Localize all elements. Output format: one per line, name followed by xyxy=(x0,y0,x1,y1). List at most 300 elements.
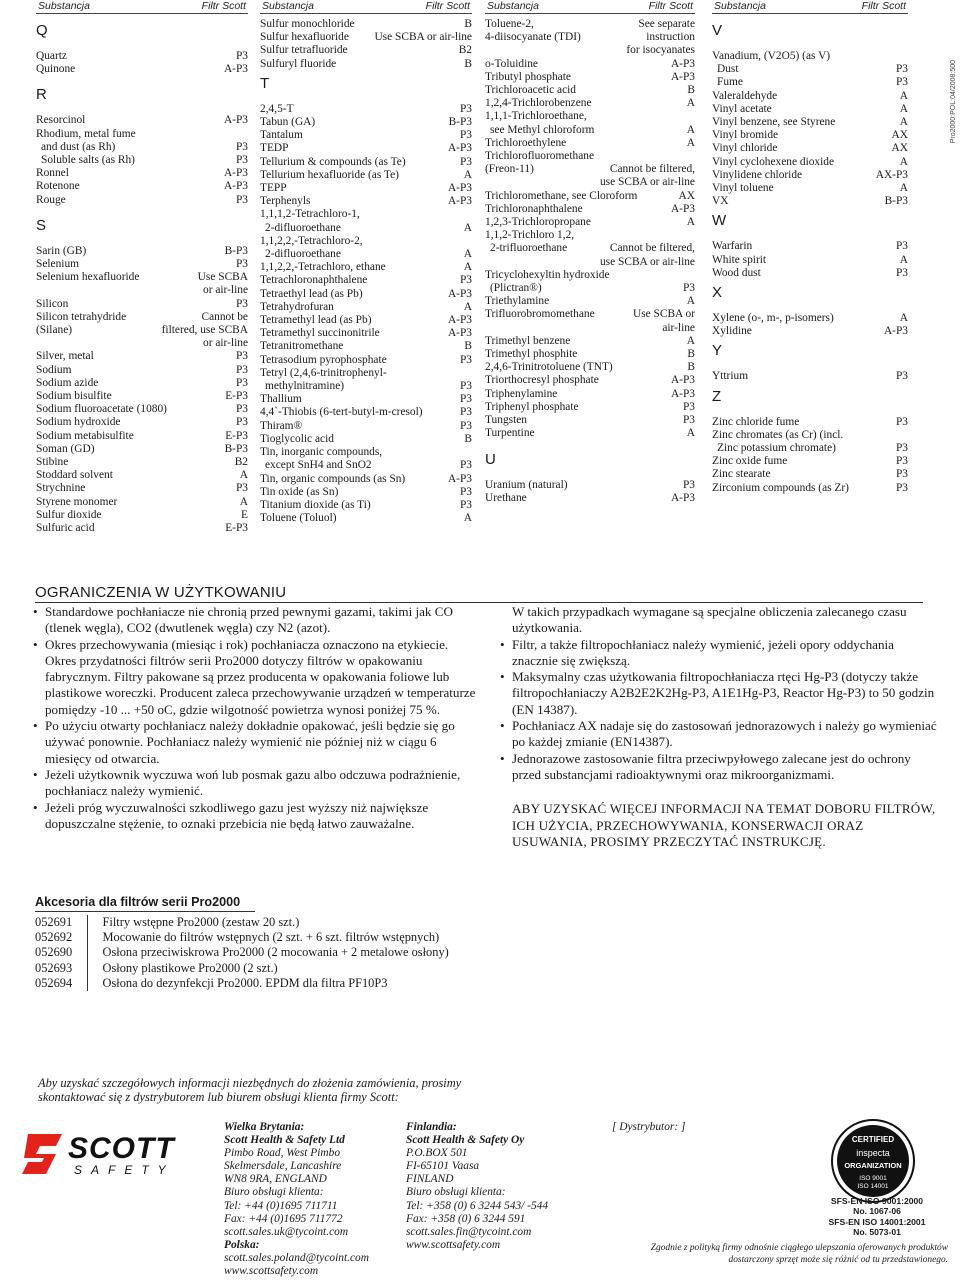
substance-row xyxy=(485,322,695,335)
section-letter: Q xyxy=(36,22,48,39)
filter-type: P3 xyxy=(895,266,908,279)
substance-row xyxy=(712,240,908,253)
filter-type: A-P3 xyxy=(447,182,472,195)
substance-row xyxy=(36,456,248,469)
filter-type: A xyxy=(463,261,472,274)
substance-name: Uranium (natural) xyxy=(485,478,568,491)
section-letter: R xyxy=(36,86,47,104)
accessory-desc: Osłony plastikowe Pro2000 (2 szt.) xyxy=(102,960,278,975)
substance-name: Titanium dioxide (as Ti) xyxy=(260,498,371,511)
accessory-desc: Filtry wstępne Pro2000 (zestaw 20 szt.) xyxy=(102,915,300,929)
filter-type: A xyxy=(686,427,695,440)
substance-row xyxy=(485,414,695,427)
filter-type: A-P3 xyxy=(223,63,248,76)
substance-row xyxy=(485,31,695,44)
header-substance: Substancja xyxy=(38,0,90,12)
contact-info xyxy=(38,1076,461,1104)
substance-name: 2-trifluoroethane xyxy=(490,242,568,255)
logo-swoosh xyxy=(22,1134,62,1174)
substance-name: Sulfur monochloride xyxy=(260,18,355,30)
substance-row xyxy=(260,169,472,182)
substance-row xyxy=(260,406,472,419)
substance-row xyxy=(712,455,908,468)
badge-iso1: ISO 9001 xyxy=(859,1175,887,1182)
substance-name: Rotenone xyxy=(36,180,80,193)
substance-row xyxy=(260,222,472,235)
substance-row xyxy=(260,58,472,71)
filter-type: P3 xyxy=(895,468,908,481)
substance-name: Silicon xyxy=(36,297,69,310)
substance-row xyxy=(36,443,248,456)
substance-name: Zirconium compounds (as Zr) xyxy=(712,481,849,494)
filter-type: A-P3 xyxy=(223,167,248,180)
filter-type: A xyxy=(463,248,472,261)
fi-address-line: P.O.BOX 501 xyxy=(406,1147,468,1160)
substance-name: Warfarin xyxy=(712,240,753,253)
substance-name: Resorcinol xyxy=(36,114,86,127)
filter-type: A xyxy=(463,221,472,234)
filter-type: Cannot be xyxy=(201,310,248,323)
accessory-code: 052693 xyxy=(35,961,87,976)
substance-row xyxy=(260,103,472,116)
substance-row xyxy=(485,361,695,374)
substance-name: Thiram® xyxy=(260,419,303,432)
substance-row xyxy=(36,390,248,403)
substance-row xyxy=(485,479,695,492)
filter-type: B xyxy=(687,361,695,374)
filter-type: P3 xyxy=(459,129,472,142)
filter-type: P3 xyxy=(235,258,248,271)
substance-row xyxy=(485,308,695,321)
column-4 xyxy=(712,0,908,495)
section-letter: X xyxy=(712,284,723,302)
substance-row xyxy=(36,298,248,311)
substance-row xyxy=(712,429,908,442)
column-rows xyxy=(485,14,695,505)
substance-row xyxy=(36,154,248,167)
filter-type: air-line xyxy=(662,321,695,334)
substance-row xyxy=(260,433,472,446)
cert-line: SFS-EN ISO 9001:2000 xyxy=(830,1196,924,1206)
substance-row xyxy=(712,129,908,142)
substance-row xyxy=(36,337,248,350)
substance-name: 1,1,1-Trichloroethane, xyxy=(485,110,587,123)
section-letter: Z xyxy=(712,387,722,405)
substance-row xyxy=(36,522,248,535)
accessory-desc: Osłona przeciwiskrowa Pro2000 (2 mocowania + 2 metalowe osłony) xyxy=(102,945,449,960)
substance-row xyxy=(485,137,695,150)
substance-name: Sulfur tetrafluoride xyxy=(260,44,348,57)
substance-name: Selenium xyxy=(36,258,80,271)
substance-row xyxy=(260,235,472,248)
accessories-table xyxy=(35,915,449,991)
substance-name: Xylidine xyxy=(712,325,752,338)
filter-type: P3 xyxy=(459,353,472,366)
substance-name: Sodium bisulfite xyxy=(36,390,112,403)
filter-type: A-P3 xyxy=(447,195,472,208)
substance-row xyxy=(485,335,695,348)
accessory-code: 052694 xyxy=(35,976,87,991)
filter-type: P3 xyxy=(682,400,695,413)
substance-name: 2-difluoroethane xyxy=(265,248,341,261)
substance-row xyxy=(36,403,248,416)
substance-row xyxy=(485,388,695,401)
substance-row xyxy=(712,325,908,338)
substance-row xyxy=(36,284,248,297)
substance-row xyxy=(712,182,908,195)
substance-name: Stibine xyxy=(36,456,69,469)
filter-type: A xyxy=(899,102,908,115)
logo-brand: SCOTT xyxy=(68,1132,175,1165)
column-rows xyxy=(36,14,248,535)
substance-name: 1,1,2-Trichloro 1,2, xyxy=(485,229,575,242)
substance-row xyxy=(260,420,472,433)
header-filter: Filtr Scott xyxy=(425,0,470,12)
substance-row xyxy=(712,312,908,325)
uk-address-line: Pimbo Road, West Pimbo xyxy=(224,1147,341,1160)
limitations-left xyxy=(33,604,481,832)
substance-name: Valeraldehyde xyxy=(712,89,778,102)
substance-row xyxy=(485,256,695,269)
substance-row xyxy=(260,327,472,340)
substance-row xyxy=(260,354,472,367)
substance-row xyxy=(36,271,248,284)
substance-row xyxy=(36,509,248,522)
section-letter: U xyxy=(485,450,496,468)
substance-name: Zinc chromates (as Cr) (incl. xyxy=(712,428,844,441)
substance-name: Tin, inorganic compounds, xyxy=(260,446,383,459)
substance-row xyxy=(260,393,472,406)
filter-type: AX xyxy=(891,129,908,142)
accessory-desc: Osłona do dezynfekcji Pro2000. EPDM dla filtra PF10P3 xyxy=(102,975,388,990)
filter-type: A xyxy=(686,216,695,229)
section-letter: T xyxy=(260,74,270,92)
instruction-notice: ABY UZYSKAĆ WIĘCEJ INFORMACJI NA TEMAT DOBORU FILTRÓW, ICH UŻYCIA, PRZECHOWYWANIA, KONSERWACJI ORAZ USUWANIA, PROSIMY PRZECZYTAĆ INSTRUKCJĘ. xyxy=(512,801,936,849)
header-substance: Substancja xyxy=(714,0,766,12)
substance-name: 1,1,2,2,-Tetrachloro, ethane xyxy=(260,261,386,274)
substance-name: VX xyxy=(712,195,729,208)
substance-name: (Silane) xyxy=(36,324,73,337)
filter-type: P3 xyxy=(459,485,472,498)
filter-type: P3 xyxy=(459,459,472,472)
substance-name: Trifluorobromomethane xyxy=(485,308,595,321)
substance-row xyxy=(36,416,248,429)
substance-name: Zinc potassium chromate) xyxy=(717,442,836,455)
substance-name: Trimethyl benzene xyxy=(485,334,571,347)
logo-sub: SAFETY xyxy=(74,1163,175,1177)
substance-name: (Freon-11) xyxy=(485,163,534,176)
substance-name: Stoddard solvent xyxy=(36,469,113,482)
substance-name: Tetrahydrofuran xyxy=(260,300,334,313)
limitation-item: • Okres przechowywania (miesiąc i rok) pochłaniacza oznaczono na etykiecie. Okres przydatności filtrów serii Pro2000 dotyczy filtrów w opakowaniu fabrycznym. Filtry pakowane są przez producenta w opakowania foliowe lub plastikowe woreczki. Producent zaleca przechowywanie urządzeń w temperaturze pomiędzy -10 ... +50 oC, gdzie wilgotność powietrza wynosi poniżej 75 %. xyxy=(33,637,481,718)
contact-info-line-2: skontaktować się z dystrybutorem lub biurem obsługi klienta firmy Scott: xyxy=(38,1090,399,1104)
substance-name: Triphenylamine xyxy=(485,387,558,400)
substance-name: see Methyl chloroform xyxy=(490,123,595,136)
substance-row xyxy=(260,459,472,472)
substance-name: Sodium metabisulfite xyxy=(36,429,134,442)
filter-type: A-P3 xyxy=(670,491,695,504)
filter-type: E-P3 xyxy=(225,522,248,535)
substance-name: Sulfuryl fluoride xyxy=(260,57,337,70)
filter-type: A xyxy=(686,97,695,110)
filter-type: A-P3 xyxy=(223,180,248,193)
substance-row xyxy=(260,142,472,155)
substance-row xyxy=(485,348,695,361)
substance-name: Toluene-2, xyxy=(485,18,534,30)
substance-row xyxy=(260,261,472,274)
substance-name: 1,1,1,2-Tetrachloro-1, xyxy=(260,208,360,221)
filter-type: Cannot be filtered, xyxy=(609,242,695,255)
filter-type: B xyxy=(464,340,472,353)
substance-name: 2,4,6-Trinitrotoluene (TNT) xyxy=(485,361,613,374)
filter-type: B2 xyxy=(458,44,472,57)
substance-name: Urethane xyxy=(485,491,527,504)
substance-row xyxy=(260,156,472,169)
cert-line: No. 5073-01 xyxy=(853,1227,901,1238)
substance-name: Sulfur hexafluoride xyxy=(260,31,349,44)
substance-name: Tetramethyl succinonitrile xyxy=(260,327,380,340)
substance-row xyxy=(485,401,695,414)
limitation-item: • Jednorazowe zastosowanie filtra przeciwpyłowego zalecane jest do ochrony przed substancjami radioaktywnymi oraz mikroorganizmami. xyxy=(500,751,940,784)
fi-address-line: Fax: +358 (0) 6 3244 591 xyxy=(406,1212,526,1225)
filter-type: A xyxy=(686,295,695,308)
filter-type: A xyxy=(239,469,248,482)
substance-name: Tetramethyl lead (as Pb) xyxy=(260,314,372,327)
substance-row xyxy=(485,18,695,31)
substance-name: Vanadium, (V2O5) (as V) xyxy=(712,50,831,62)
substance-row xyxy=(712,142,908,155)
substance-name: Sodium azide xyxy=(36,376,99,389)
filter-type: P3 xyxy=(682,282,695,295)
filter-type: A xyxy=(686,334,695,347)
filter-type: Cannot be filtered, xyxy=(609,163,695,176)
filter-type: P3 xyxy=(459,419,472,432)
filter-type: P3 xyxy=(235,376,248,389)
policy-line-1: Zgodnie z polityką firmy odnośnie ciągłego ulepszania oferowanych produktów xyxy=(650,1243,948,1253)
filter-type: use SCBA or air-line xyxy=(599,255,695,268)
substance-name: Trichloronaphthalene xyxy=(485,202,583,215)
substance-row xyxy=(36,258,248,271)
substance-name: Tetrasodium pyrophosphate xyxy=(260,353,387,366)
filter-type: B xyxy=(687,348,695,361)
policy-line-2: dostarczony sprzęt może się różnić od tu przedstawionego. xyxy=(728,1255,948,1265)
header-substance: Substancja xyxy=(262,0,314,12)
fi-address-line: Tel: +358 (0) 6 3244 543/ -544 xyxy=(406,1199,549,1212)
substance-name: TEPP xyxy=(260,182,287,195)
substance-row xyxy=(36,114,248,127)
substance-row xyxy=(712,63,908,76)
substance-row xyxy=(260,274,472,287)
badge-iso2: ISO 14001 xyxy=(857,1183,889,1190)
limitation-item: • Jeżeli użytkownik wyczuwa woń lub posmak gazu albo odczuwa podrażnienie, pochłaniacz należy wymienić. xyxy=(33,767,481,800)
badge-org: ORGANIZATION xyxy=(844,1161,902,1170)
substance-row xyxy=(712,195,908,208)
filter-type: B xyxy=(464,432,472,445)
substance-row xyxy=(36,469,248,482)
substance-name: Terphenyls xyxy=(260,195,311,208)
filter-type: Use SCBA or air-line xyxy=(374,31,472,44)
substance-row xyxy=(712,442,908,455)
substance-row xyxy=(485,216,695,229)
substance-name: Sodium hydroxide xyxy=(36,416,121,429)
substance-name: Tetranitromethane xyxy=(260,340,344,353)
substance-name: Rouge xyxy=(36,193,66,206)
limitation-item: • Pochłaniacz AX nadaje się do zastosowań jednorazowych i należy go wymieniać po każdej zmianie (EN14387). xyxy=(500,718,940,751)
substance-row xyxy=(260,195,472,208)
substance-name: o-Toluidine xyxy=(485,57,538,70)
filter-type: or air-line xyxy=(203,284,248,297)
filter-type: A xyxy=(686,136,695,149)
filter-type: A-P3 xyxy=(223,114,248,127)
substance-row xyxy=(36,128,248,141)
filter-type: P3 xyxy=(235,416,248,429)
accessory-row xyxy=(35,930,449,945)
filter-type: AX-P3 xyxy=(875,168,908,181)
substance-row xyxy=(260,288,472,301)
filter-type: Use SCBA xyxy=(197,271,248,284)
substance-name: Tantalum xyxy=(260,129,303,142)
substance-name: Fume xyxy=(717,76,743,89)
header-substance: Substancja xyxy=(487,0,539,12)
substance-row xyxy=(712,254,908,267)
substance-name: except SnH4 and SnO2 xyxy=(265,459,372,472)
substance-row xyxy=(712,370,908,383)
uk-address-line: Tel: +44 (0)1695 711711 xyxy=(224,1199,338,1212)
substance-name: Dust xyxy=(717,63,739,76)
column-rows xyxy=(260,14,472,525)
substance-row xyxy=(36,350,248,363)
pl-title: Polska: xyxy=(224,1238,260,1251)
uk-address-line: Skelmersdale, Lancashire xyxy=(224,1160,342,1173)
accessory-row xyxy=(35,961,449,976)
substance-row xyxy=(485,84,695,97)
substance-name: and dust (as Rh) xyxy=(41,140,116,153)
section-letter: Y xyxy=(712,342,723,360)
substance-name: Tin, organic compounds (as Sn) xyxy=(260,472,406,485)
filter-type: A-P3 xyxy=(670,202,695,215)
substance-row xyxy=(36,194,248,207)
filter-type: P3 xyxy=(459,498,472,511)
filter-type: A xyxy=(239,495,248,508)
substance-row xyxy=(36,324,248,337)
filter-type: B-P3 xyxy=(224,442,248,455)
substance-name: 2,4,5-T xyxy=(260,102,294,115)
substance-name: Tungsten xyxy=(485,414,527,427)
substance-name: Trichloromethane, see Cloroform xyxy=(485,189,638,202)
substance-name: Tetrachloronaphthalene xyxy=(260,274,368,287)
substance-name: 2-difluoroethane xyxy=(265,221,341,234)
substance-name: Tellurium & compounds (as Te) xyxy=(260,155,406,168)
substance-row xyxy=(485,176,695,189)
column-2 xyxy=(260,0,472,525)
substance-name: Selenium hexafluoride xyxy=(36,271,140,284)
uk-company: Scott Health & Safety Ltd xyxy=(224,1134,345,1147)
filter-type: A xyxy=(899,89,908,102)
substance-row xyxy=(260,18,472,31)
filter-type: A xyxy=(899,182,908,195)
substance-name: Zinc stearate xyxy=(712,468,771,481)
filter-type: A xyxy=(899,312,908,325)
filter-type: for isocyanates xyxy=(626,44,695,57)
substance-row xyxy=(36,50,248,63)
substance-row xyxy=(485,71,695,84)
substance-name: Trichlorofluoromethane xyxy=(485,150,595,163)
substance-row xyxy=(485,58,695,71)
substance-row xyxy=(485,97,695,110)
substance-name: Sulfur dioxide xyxy=(36,508,102,521)
substance-name: Turpentine xyxy=(485,427,535,440)
substance-row xyxy=(712,90,908,103)
substance-row xyxy=(260,499,472,512)
filter-type: AX xyxy=(678,189,695,202)
substance-name: Soman (GD) xyxy=(36,442,95,455)
filter-type: B-P3 xyxy=(224,244,248,257)
filter-type: P3 xyxy=(895,240,908,253)
fi-address-line: scott.sales.fin@tycoint.com xyxy=(406,1225,532,1238)
substance-name: Silver, metal xyxy=(36,350,94,363)
substance-name: 1,2,3-Trichloropropane xyxy=(485,216,591,229)
substance-row xyxy=(36,167,248,180)
filter-type: A xyxy=(463,168,472,181)
substance-row xyxy=(260,486,472,499)
fi-address-line: www.scottsafety.com xyxy=(406,1238,501,1251)
substance-name: Zinc chloride fume xyxy=(712,415,800,428)
substance-row xyxy=(712,103,908,116)
substance-row xyxy=(485,492,695,505)
uk-address-line: Fax: +44 (0)1695 711772 xyxy=(224,1212,343,1225)
substance-name: Vinyl cyclohexene dioxide xyxy=(712,155,835,168)
substance-name: 1,2,4-Trichlorobenzene xyxy=(485,97,592,110)
filter-type: E-P3 xyxy=(225,390,248,403)
substance-row xyxy=(712,416,908,429)
fi-title: Finlandia: xyxy=(406,1121,457,1133)
column-header xyxy=(712,0,908,14)
filter-type: P3 xyxy=(235,363,248,376)
substance-row xyxy=(485,150,695,163)
badge-top: CERTIFIED xyxy=(851,1135,895,1144)
substance-row xyxy=(36,63,248,76)
filter-type: P3 xyxy=(895,63,908,76)
substance-row xyxy=(485,427,695,440)
substance-name: White spirit xyxy=(712,253,767,266)
policy-note xyxy=(608,1242,948,1266)
substance-row xyxy=(260,340,472,353)
substance-row xyxy=(36,482,248,495)
header-filter: Filtr Scott xyxy=(861,0,906,12)
filter-type: P3 xyxy=(459,393,472,406)
substance-name: Trichloroacetic acid xyxy=(485,84,576,97)
substance-row xyxy=(260,248,472,261)
filter-type: P3 xyxy=(895,442,908,455)
column-header xyxy=(260,0,472,14)
substance-row xyxy=(485,163,695,176)
column-header xyxy=(485,0,695,14)
cert-line: SFS-EN ISO 14001:2001 xyxy=(828,1216,926,1227)
filter-type: A xyxy=(463,512,472,525)
filter-type: A-P3 xyxy=(447,142,472,155)
filter-type: B xyxy=(687,84,695,97)
substance-row xyxy=(36,364,248,377)
column-3 xyxy=(485,0,695,505)
filter-type: P3 xyxy=(459,406,472,419)
filter-type: filtered, use SCBA xyxy=(161,324,248,337)
substance-name: Tetraethyl lead (as Pb) xyxy=(260,287,363,300)
section-letter: W xyxy=(712,212,727,230)
filter-type: P3 xyxy=(459,380,472,393)
filter-type: A xyxy=(899,155,908,168)
header-filter: Filtr Scott xyxy=(201,0,246,12)
filter-type: B-P3 xyxy=(884,195,908,208)
